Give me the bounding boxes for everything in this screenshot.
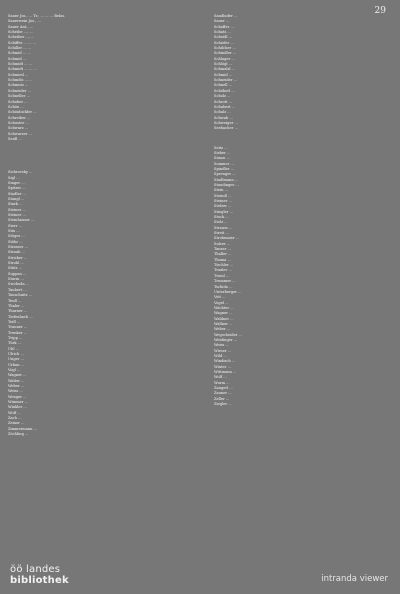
directory-entry: Walter ... xyxy=(8,378,25,383)
directory-entry: Schmid ... ... xyxy=(8,51,31,56)
directory-entry: Schaffer ... xyxy=(214,24,234,29)
directory-entry: Steiner ... xyxy=(8,213,26,217)
directory-entry: Sigl ... xyxy=(8,175,20,180)
directory-entry: Schneider ... xyxy=(214,78,238,83)
directory-entry: Wachter ... xyxy=(214,305,234,310)
directory-entry: Sauerwein Jos., ... xyxy=(8,19,41,24)
directory-entry: Schreiber ... xyxy=(8,115,31,120)
directory-entry: Weiss ... xyxy=(214,343,229,348)
directory-entry: Schmid ... xyxy=(214,72,233,77)
directory-entry: Treml ... xyxy=(214,273,230,278)
directory-entry: Schmalzl ... xyxy=(214,67,236,72)
directory-entry: Winkler ... xyxy=(8,405,27,410)
directory-entry: Taubert ... xyxy=(8,287,27,292)
directory-entry: Schönbichler ... xyxy=(8,110,37,115)
directory-entry: Stark ... xyxy=(8,202,23,207)
directory-entry: Steindl ... xyxy=(214,193,232,198)
directory-entry: Wolf ... xyxy=(214,375,227,380)
directory-entry: Stock ... xyxy=(214,215,229,220)
directory-entry: Thurner ... xyxy=(8,309,28,314)
directory-entry: Schiefer ... xyxy=(214,40,234,45)
directory-entry: Trenker ... xyxy=(8,330,28,335)
directory-entry: Sprenger ... xyxy=(214,172,236,177)
logo-line-2: bibliothek xyxy=(10,575,69,586)
left-column xyxy=(8,14,184,437)
directory-entry: Tschida ... xyxy=(214,284,233,289)
page-number: 29 xyxy=(374,6,386,16)
directory-entry: Wallner ... xyxy=(214,321,233,326)
right-column xyxy=(214,14,392,407)
directory-entry: Schlager ... xyxy=(214,56,235,61)
directory-entry: Schnell ... xyxy=(214,83,233,88)
directory-entry: Wegscheider ... xyxy=(214,332,242,337)
directory-entry: Tripp ... xyxy=(8,335,23,340)
directory-entry: Sommer ... xyxy=(214,161,234,166)
directory-entry: Wild ... xyxy=(214,353,227,358)
directory-entry: Schwarz ... xyxy=(8,126,29,131)
directory-entry: Sterr ... xyxy=(8,223,23,228)
directory-entry: Sturm ... xyxy=(8,277,24,282)
directory-entry: Uhl ... xyxy=(8,346,20,351)
directory-entry: Schön ... xyxy=(8,104,24,109)
directory-entry: Weidinger ... xyxy=(214,337,238,342)
directory-entry: Stöger ... xyxy=(8,234,25,239)
directory-entry: Staudinger ... xyxy=(214,182,239,187)
directory-entry: Waldner ... xyxy=(214,316,234,321)
directory-entry: Schöberl ... xyxy=(214,88,235,93)
directory-entry: Wolf ... xyxy=(8,410,21,415)
directory-entry: Schubert ... xyxy=(214,104,236,109)
directory-entry: Seitz ... xyxy=(214,145,228,150)
directory-entry: Winter ... xyxy=(214,364,231,369)
directory-entry: Stelzer ... xyxy=(214,204,232,209)
directory-entry: Thaler ... xyxy=(8,303,25,308)
directory-entry: Wagner ... xyxy=(8,373,27,378)
directory-entry: Strauss ... xyxy=(214,225,233,230)
directory-entry: Schmid ... xyxy=(8,56,27,61)
directory-entry: Steiner ... xyxy=(8,207,26,212)
library-logo[interactable] xyxy=(10,564,69,586)
directory-entry: Stöhr ... xyxy=(8,239,23,244)
directory-entry: Simon ... xyxy=(214,156,231,161)
directory-entry: Thaller ... xyxy=(214,252,232,257)
directory-entry: Schmölz ... ... xyxy=(8,78,33,83)
directory-entry: Strohmaier ... xyxy=(214,236,240,241)
directory-entry: Scheiber ..., ... xyxy=(8,35,35,40)
directory-entry: Scholz ... xyxy=(214,94,231,99)
directory-entry: Zeller ... xyxy=(214,396,230,401)
directory-entry: Stricker ... xyxy=(8,255,28,260)
directory-entry: Wimmer ... xyxy=(8,400,29,405)
directory-entry: Sieber ... xyxy=(214,150,231,155)
directory-entry: Schuster ... xyxy=(8,120,29,125)
directory-entry: Windisch ... xyxy=(214,359,236,364)
directory-entry: Steinhauser ... xyxy=(8,218,35,223)
directory-entry: Schneider ... xyxy=(8,88,32,93)
directory-entry: Vogl ... xyxy=(8,367,21,372)
directory-entry: Zimmermann ... xyxy=(8,426,38,431)
directory-entry: Straub ... xyxy=(8,250,25,255)
logo-line-1: öö landes xyxy=(10,564,61,575)
directory-entry: Wieser ... xyxy=(214,348,232,353)
directory-entry: Schlögl ... xyxy=(214,62,233,67)
directory-entry: Schmidt ... ... xyxy=(8,62,33,67)
directory-entry: Toifl ... xyxy=(8,319,21,324)
directory-entry: Spitzer ... xyxy=(8,186,26,191)
directory-entry: Strobl ... xyxy=(8,261,24,266)
directory-entry: Weber ... xyxy=(214,327,231,332)
directory-entry: Weber ... xyxy=(8,384,25,388)
directory-entry: Seidl ... xyxy=(8,136,22,141)
directory-entry: Trauner ... xyxy=(8,325,28,330)
directory-entry: Trummer ... xyxy=(214,279,236,284)
directory-entry: Weiss ... xyxy=(8,389,23,394)
viewer-label: intranda viewer xyxy=(321,574,388,584)
directory-entry: Stiegler ... xyxy=(214,209,234,214)
directory-entry: Schwarzer ... xyxy=(8,131,33,136)
directory-entry: Tiefenbach ... xyxy=(8,314,33,319)
directory-entry: Stangl ... xyxy=(8,196,25,201)
directory-entry: Schatz ... xyxy=(214,30,231,35)
directory-entry: Schulz ... xyxy=(214,110,231,115)
directory-entry: Sichrovsky ... xyxy=(8,170,33,175)
directory-entry: Sulzer ... xyxy=(214,241,231,246)
directory-entry: Stadlmann ... xyxy=(214,177,239,182)
directory-entry: Schmied ... xyxy=(8,72,29,77)
directory-entry: Urban ... xyxy=(8,362,25,367)
directory-entry: Schweiger ... xyxy=(214,120,238,125)
directory-entry: Schilcher ... xyxy=(214,46,236,51)
directory-entry: Tauschnitz ... xyxy=(8,293,33,298)
directory-entry: Zach ... xyxy=(8,416,22,421)
directory-entry: Swoboda ... xyxy=(8,282,30,287)
directory-entry: Unterberger ... xyxy=(214,289,242,294)
section-gap xyxy=(8,156,184,170)
directory-entry: Zeiner ... xyxy=(8,421,25,426)
directory-entry: Schmidt ... ... ... xyxy=(8,67,37,72)
directory-entry: Stein ... xyxy=(214,188,229,193)
directory-entry: Teufl ... xyxy=(8,298,22,303)
directory-entry: Schrott ... xyxy=(214,99,233,104)
directory-entry: Vogel ... xyxy=(214,300,229,305)
directory-entry: Schober ... xyxy=(8,99,28,104)
directory-entry: Schiller ... ... xyxy=(8,46,32,51)
directory-entry: Seebacher ... xyxy=(214,126,238,131)
directory-entry: Wittmann ... xyxy=(214,370,237,374)
directory-entry: Unger ... xyxy=(8,357,25,362)
directory-entry: Steiner ... xyxy=(214,199,232,203)
directory-entry: Stadler ... xyxy=(8,191,26,196)
section-gap xyxy=(8,142,184,156)
directory-entry: Thoma ... xyxy=(214,257,231,262)
directory-entry: Tischler ... xyxy=(214,263,234,268)
directory-entry: Traxler ... xyxy=(214,268,232,273)
directory-entry: Stolz ... xyxy=(214,220,228,225)
directory-entry: Sauer ... xyxy=(214,19,230,24)
directory-entry: Schiffer ... ... ... xyxy=(8,40,37,45)
directory-entry: Tanzer ... xyxy=(214,247,231,252)
directory-entry: Zangerl ... xyxy=(214,386,233,391)
directory-entry: Singer ... xyxy=(8,180,25,185)
directory-entry: Türk ... xyxy=(8,341,22,346)
directory-entry: Zauner ... xyxy=(214,391,232,396)
directory-entry: Wagner ... xyxy=(214,311,233,316)
directory-entry: Stix ... xyxy=(8,229,20,234)
directory-entry: Schindler ... xyxy=(214,51,237,56)
directory-entry: Wurm ... xyxy=(214,380,230,385)
directory-entry: Schwab ... xyxy=(214,115,233,120)
directory-entry: Schneller ... xyxy=(8,94,30,99)
directory-entry: Zöchling ... xyxy=(8,432,29,437)
directory-entry: Strasser ... xyxy=(8,245,28,250)
directory-entry: Ulrich ... xyxy=(8,351,24,356)
directory-entry: Sauer Ant., ... xyxy=(8,24,34,29)
directory-entry: Spindler ... xyxy=(214,166,235,171)
directory-entry: Ziegler ... xyxy=(214,402,232,407)
directory-entry: Streit ... xyxy=(214,231,229,236)
directory-entry: Stütz ... xyxy=(8,266,23,271)
directory-entry: Suppan ... xyxy=(8,271,27,276)
directory-entry: Sandhofer ... xyxy=(214,14,238,18)
directory-entry: Wenger ... xyxy=(8,394,27,399)
directory-entry: Schmutz ... xyxy=(8,83,29,88)
directory-entry: Veit ... xyxy=(214,295,226,300)
section-gap xyxy=(214,132,392,146)
directory-entry: Scheidl ... xyxy=(214,35,233,40)
directory-entry: Sauer Jos., ... Tr., ... ... ... Belas. xyxy=(8,14,66,18)
directory-entry: Scheibe ..., ... xyxy=(8,30,33,35)
